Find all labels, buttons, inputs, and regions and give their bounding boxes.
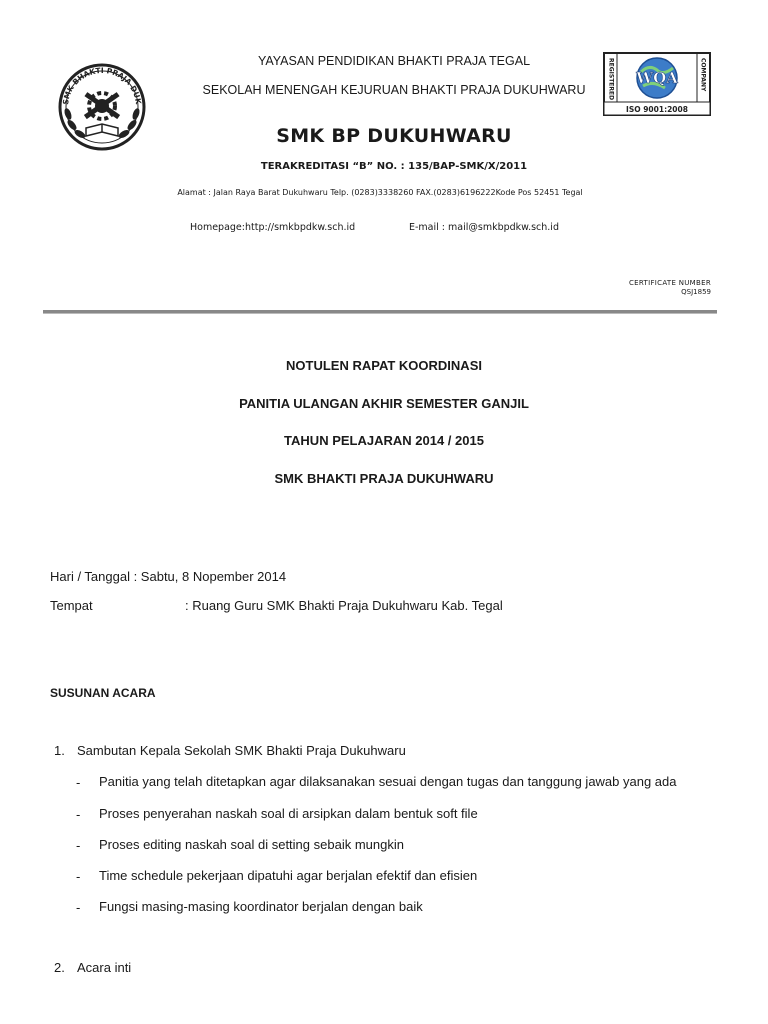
title-line: TAHUN PELAJARAN 2014 / 2015 — [284, 433, 484, 448]
agenda-item-text: Acara inti — [77, 960, 132, 975]
day-date: Hari / Tanggal : Sabtu, 8 Nopember 2014 — [50, 569, 287, 584]
agenda-bullet: Panitia yang telah ditetapkan agar dilaksanakan sesuai dengan tugas dan tanggung jawab yang ada — [99, 774, 677, 789]
email: E-mail : mail@smkbpdkw.sch.id — [409, 222, 559, 233]
accreditation: TERAKREDITASI “B” NO. : 135/BAP-SMK/X/2011 — [260, 161, 528, 172]
place-value: : Ruang Guru SMK Bhakti Praja Dukuhwaru Kab. Tegal — [185, 598, 503, 613]
school-logo — [48, 62, 156, 152]
school-full-name: SEKOLAH MENENGAH KEJURUAN BHAKTI PRAJA DUKUHWARU — [202, 83, 586, 97]
school-short-name: SMK BP DUKUHWARU — [276, 125, 512, 147]
place-label: Tempat — [50, 598, 93, 613]
bullet-dash: - — [76, 838, 81, 853]
wqa-text: WQA — [636, 69, 678, 87]
title-line: PANITIA ULANGAN AKHIR SEMESTER GANJIL — [239, 396, 529, 411]
foundation-name: YAYASAN PENDIDIKAN BHAKTI PRAJA TEGAL — [257, 54, 531, 68]
logo-arc-text: SMK BHAKTI PRAJA DUK — [61, 65, 143, 106]
bullet-dash: - — [76, 869, 81, 884]
iso-certification-logo — [603, 52, 711, 116]
address: Alamat : Jalan Raya Barat Dukuhwaru Telp. (0283)3338260 FAX.(0283)6196222Kode Pos 52451 Tegal — [177, 188, 583, 197]
agenda-bullet: Time schedule pekerjaan dipatuhi agar berjalan efektif dan efisien — [99, 868, 478, 883]
title-line: NOTULEN RAPAT KOORDINASI — [286, 358, 482, 373]
certificate-number: QSJ1859 — [681, 288, 711, 296]
agenda-item-number: 2. — [54, 960, 65, 975]
agenda-heading: SUSUNAN ACARA — [50, 686, 156, 700]
certificate-label: CERTIFICATE NUMBER — [628, 279, 711, 287]
bullet-dash: - — [76, 807, 81, 822]
bullet-dash: - — [76, 900, 81, 915]
iso-text: ISO 9001:2008 — [626, 105, 688, 114]
agenda-bullet: Proses penyerahan naskah soal di arsipkan dalam bentuk soft file — [99, 806, 478, 821]
bullet-dash: - — [76, 775, 81, 790]
registered-text: REGISTERED — [607, 58, 615, 101]
title-line: SMK BHAKTI PRAJA DUKUHWARU — [274, 471, 494, 486]
homepage: Homepage:http://smkbpdkw.sch.id — [190, 222, 356, 233]
agenda-item-number: 1. — [54, 743, 65, 758]
agenda-bullet: Proses editing naskah soal di setting sebaik mungkin — [99, 837, 404, 852]
agenda-item-text: Sambutan Kepala Sekolah SMK Bhakti Praja Dukuhwaru — [77, 743, 406, 758]
header-divider — [43, 310, 717, 314]
agenda-bullet: Fungsi masing-masing koordinator berjalan dengan baik — [99, 899, 423, 914]
company-text: COMPANY — [699, 58, 707, 92]
